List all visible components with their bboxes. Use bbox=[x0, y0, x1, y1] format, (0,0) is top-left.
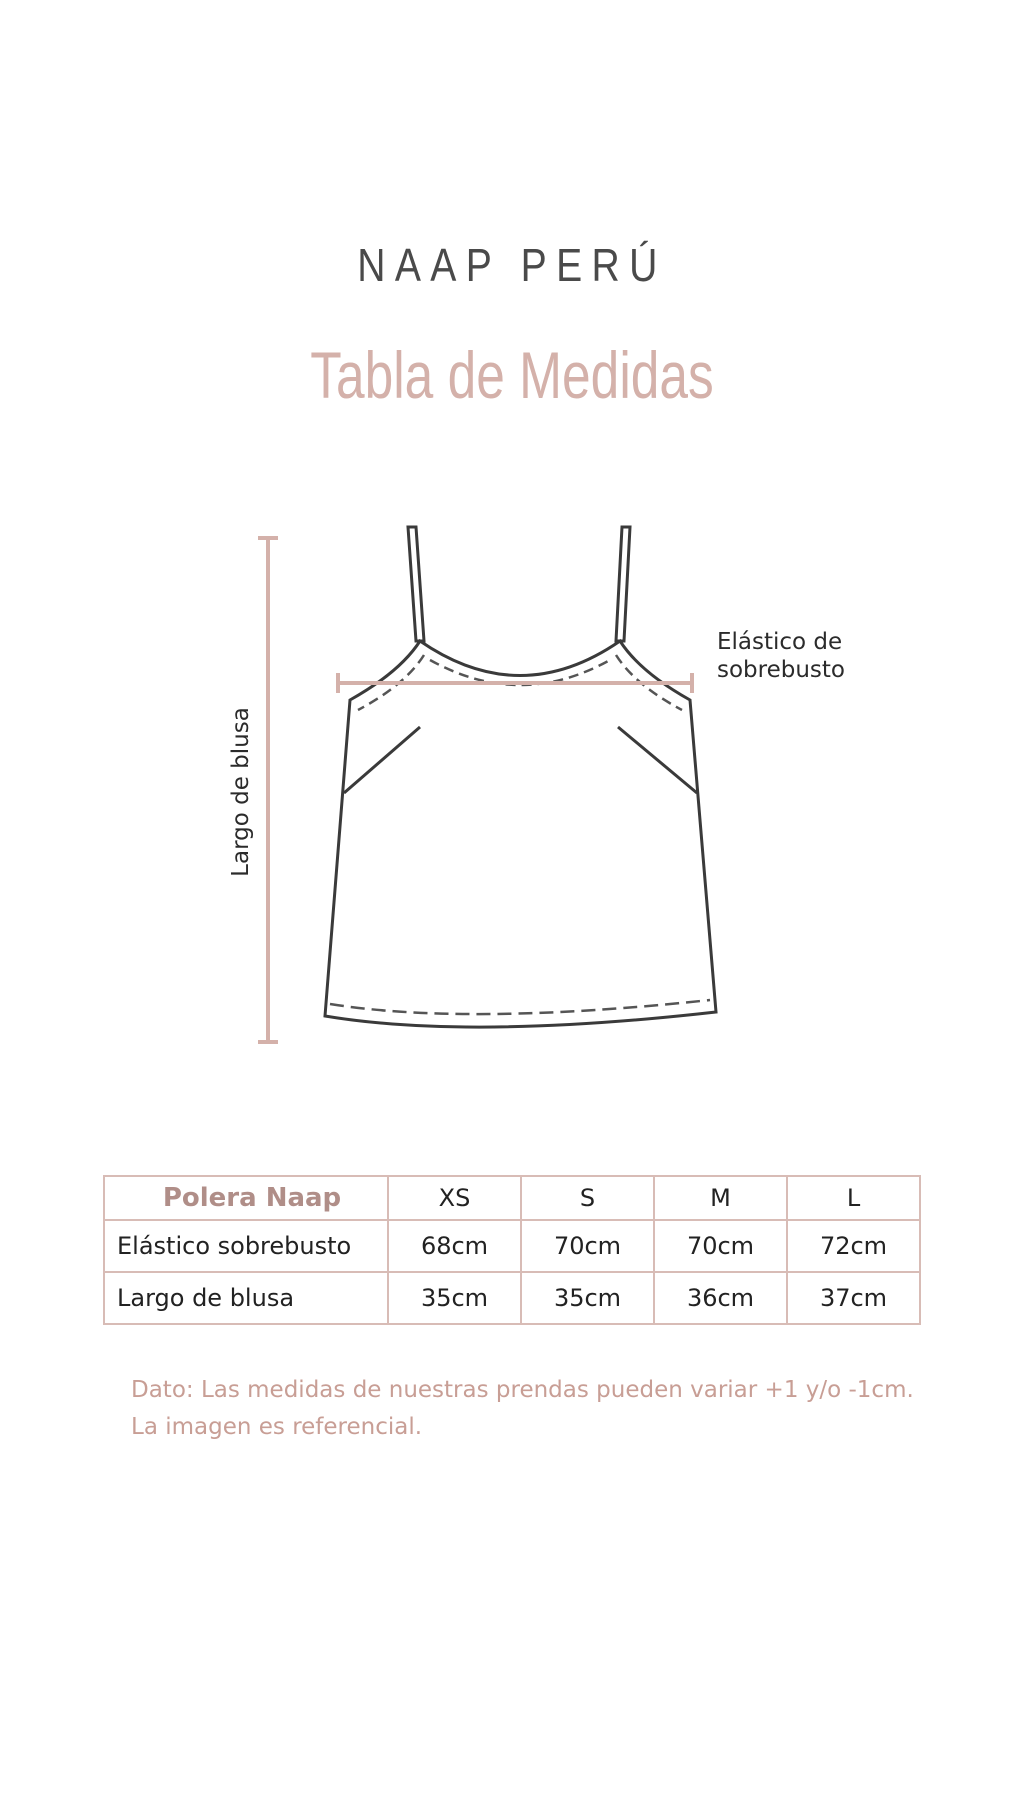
length-label: Largo de blusa bbox=[228, 707, 254, 877]
note-line2: La imagen es referencial. bbox=[131, 1414, 423, 1440]
bust-label-line2: sobrebusto bbox=[717, 657, 846, 683]
camisole-outline-icon bbox=[0, 500, 1024, 1060]
row-label-bust: Elástico sobrebusto bbox=[104, 1220, 388, 1272]
length-measure-bar bbox=[258, 538, 278, 1042]
table-cell: 35cm bbox=[388, 1272, 521, 1324]
size-header-s: S bbox=[521, 1176, 654, 1220]
table-cell: 70cm bbox=[521, 1220, 654, 1272]
row-label-length: Largo de blusa bbox=[104, 1272, 388, 1324]
size-header-xs: XS bbox=[388, 1176, 521, 1220]
straps bbox=[408, 527, 630, 641]
size-header-m: M bbox=[654, 1176, 787, 1220]
table-cell: 68cm bbox=[388, 1220, 521, 1272]
table-cell: 70cm bbox=[654, 1220, 787, 1272]
table-cell: 36cm bbox=[654, 1272, 787, 1324]
page-title: Tabla de Medidas bbox=[310, 338, 714, 412]
table-row bbox=[104, 1272, 920, 1324]
table-cell: 72cm bbox=[787, 1220, 920, 1272]
table-row bbox=[104, 1220, 920, 1272]
bust-label-line1: Elástico de bbox=[717, 629, 843, 655]
brand-name: NAAP PERÚ bbox=[357, 239, 667, 291]
disclaimer-note bbox=[131, 1372, 914, 1446]
table-header-row bbox=[104, 1176, 920, 1220]
table-cell: 37cm bbox=[787, 1272, 920, 1324]
table-corner-label: Polera Naap bbox=[104, 1176, 388, 1220]
bust-label bbox=[717, 628, 845, 684]
table-cell: 35cm bbox=[521, 1272, 654, 1324]
size-table bbox=[103, 1175, 921, 1325]
size-header-l: L bbox=[787, 1176, 920, 1220]
note-line1: Dato: Las medidas de nuestras prendas pueden variar +1 y/o -1cm. bbox=[131, 1377, 914, 1403]
camisole-body bbox=[325, 641, 716, 1027]
